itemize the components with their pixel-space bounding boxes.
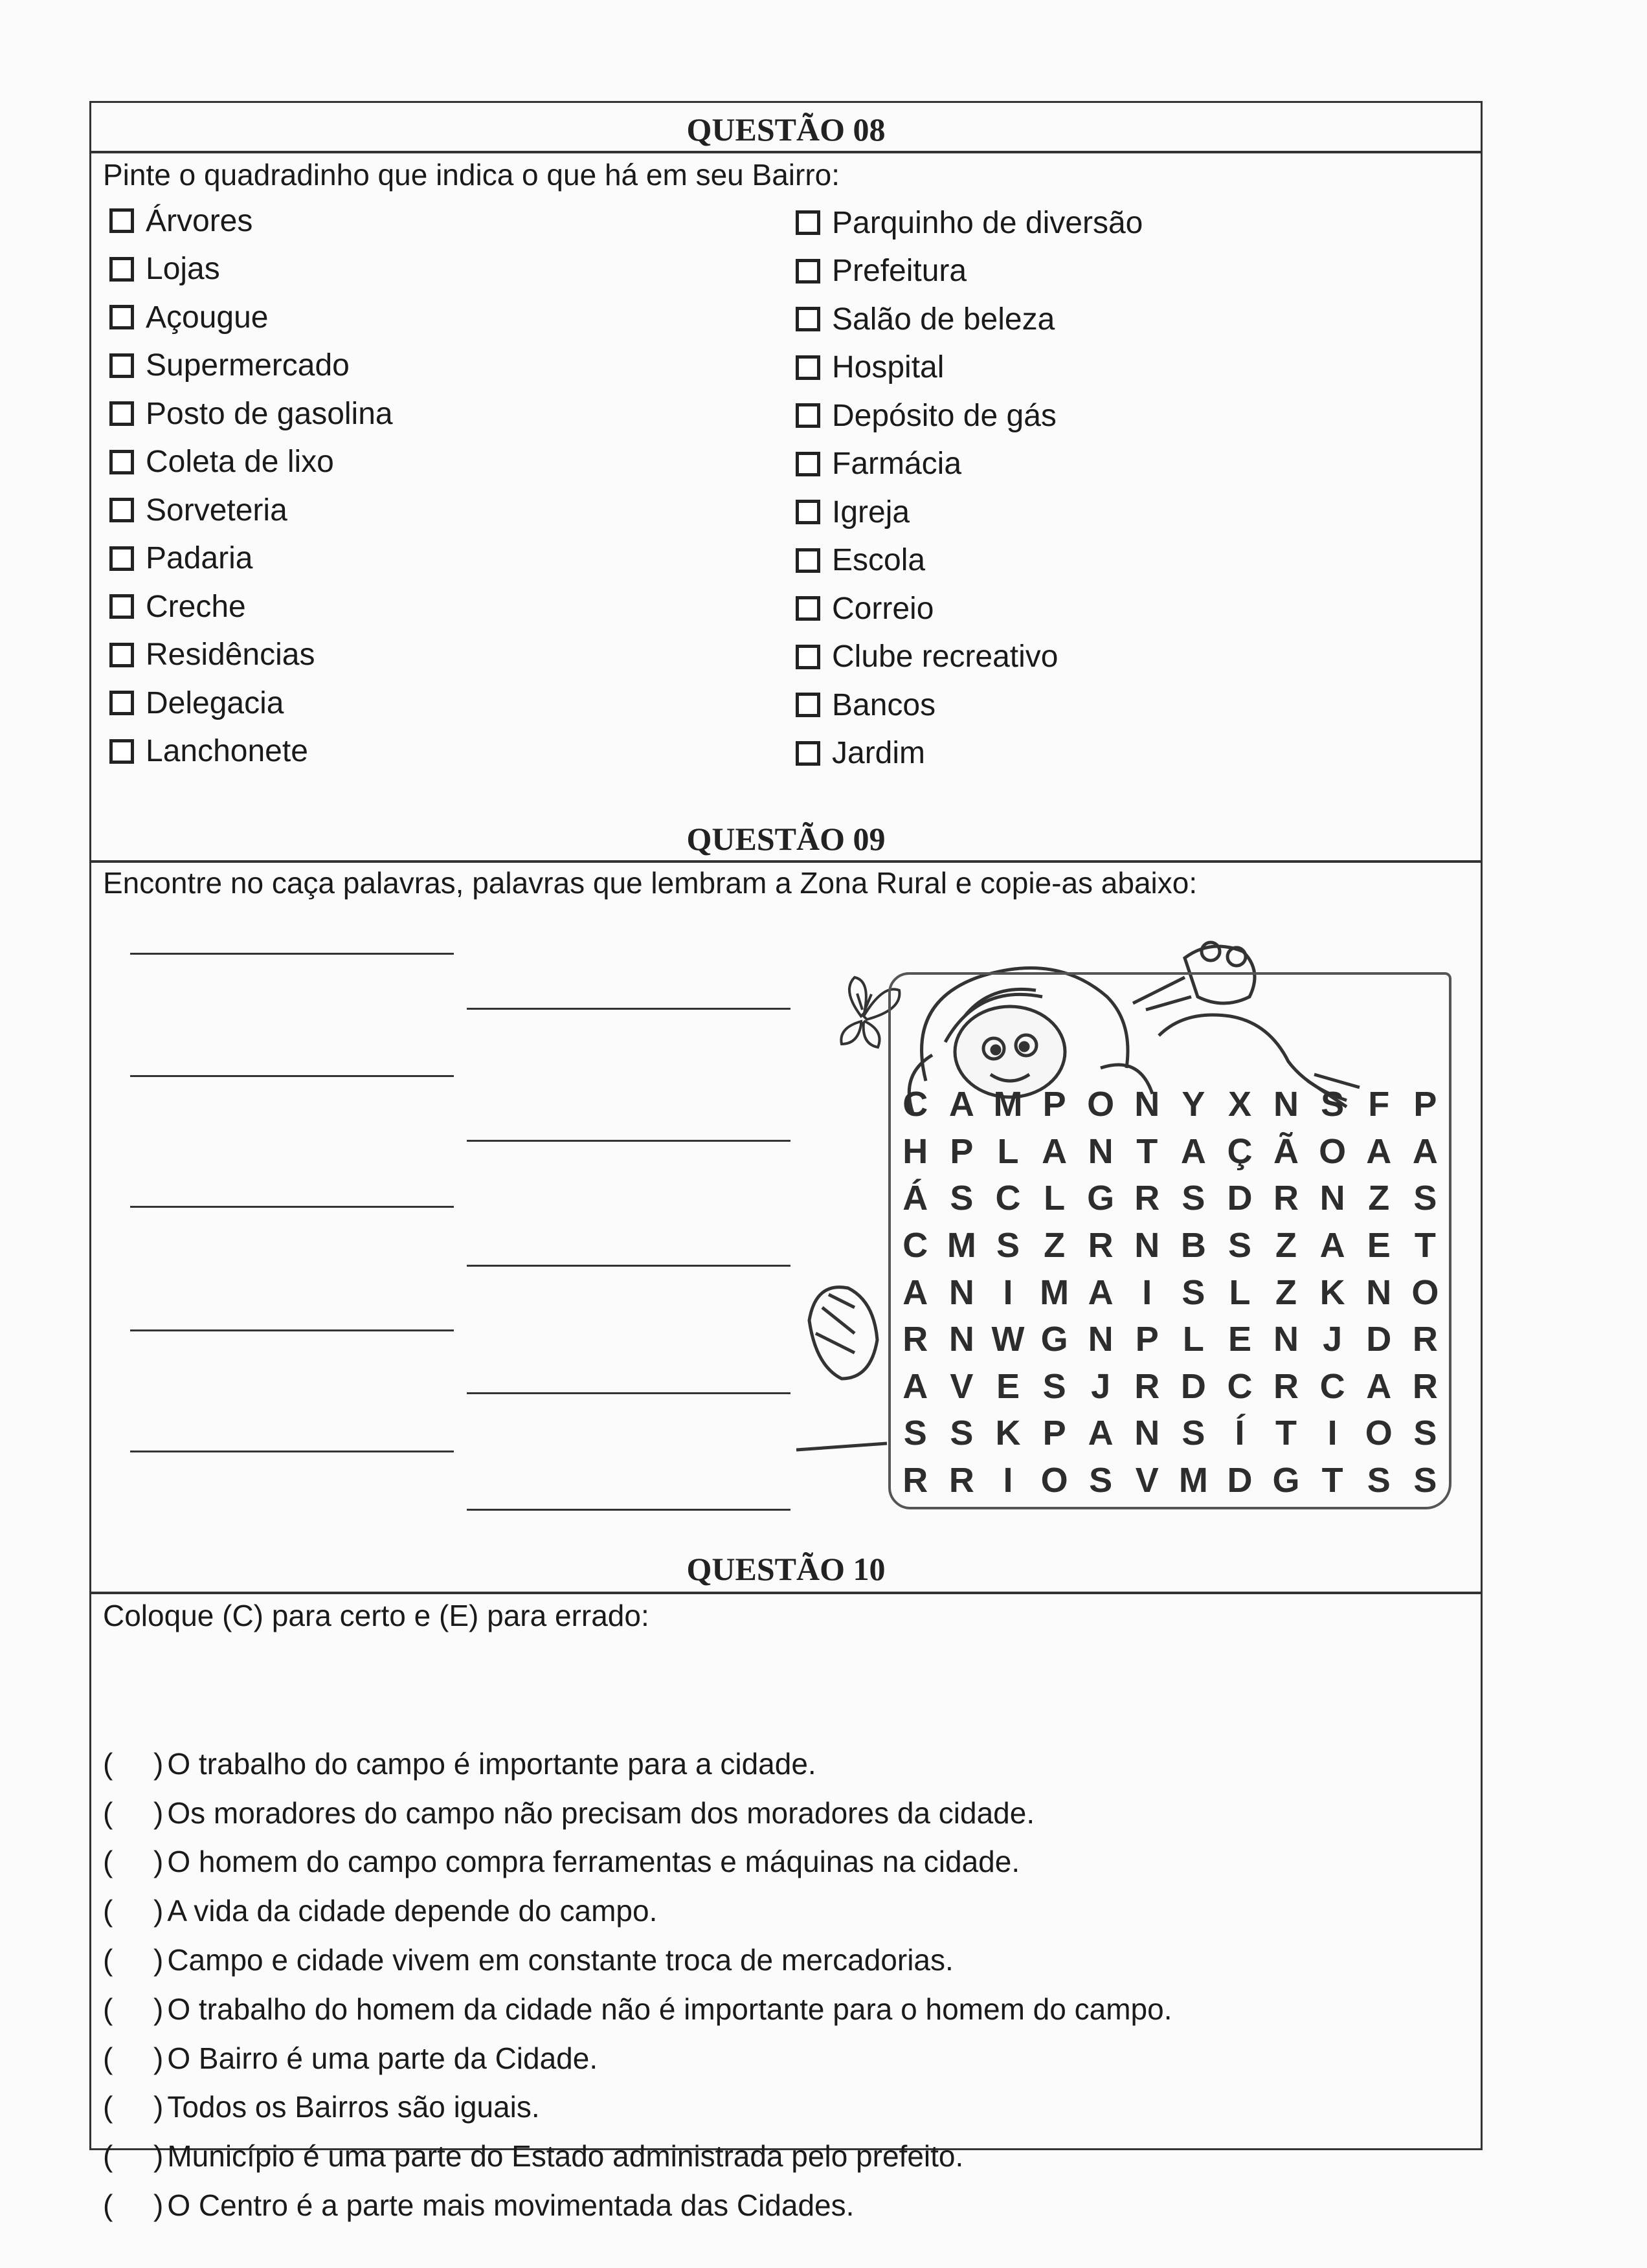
word-search-cell[interactable]: H xyxy=(902,1131,928,1171)
checklist-label: Padaria xyxy=(146,541,253,576)
word-search-cell[interactable]: N xyxy=(948,1320,974,1359)
checklist-label: Salão de beleza xyxy=(832,302,1055,337)
shoe-icon xyxy=(796,1287,887,1450)
word-search-cell[interactable]: V xyxy=(1135,1461,1159,1500)
statement-text: A vida da cidade depende do campo. xyxy=(167,1894,658,1928)
word-search-cell[interactable]: S xyxy=(903,1414,927,1453)
word-search-cell[interactable]: P xyxy=(1413,1085,1437,1124)
word-search-cell[interactable]: N xyxy=(948,1273,974,1312)
word-search-cell[interactable]: L xyxy=(1182,1320,1204,1359)
word-search-cell[interactable]: I xyxy=(1327,1414,1338,1453)
word-search-cell[interactable]: R xyxy=(1134,1366,1160,1406)
checklist-item[interactable] xyxy=(109,679,393,728)
word-search-cell[interactable]: T xyxy=(1321,1461,1343,1500)
checklist-label: Depósito de gás xyxy=(832,398,1057,433)
checkbox[interactable] xyxy=(796,548,820,573)
answer-blank-close: ) xyxy=(153,2090,164,2124)
statement-item xyxy=(103,1838,1172,1887)
answer-line[interactable] xyxy=(467,1509,790,1511)
checklist-item[interactable] xyxy=(109,535,393,583)
word-search-cell[interactable]: N xyxy=(1366,1273,1392,1312)
checklist-item[interactable] xyxy=(796,247,1143,296)
word-search-cell[interactable]: G xyxy=(1272,1461,1300,1500)
answer-blank-open[interactable]: ( xyxy=(103,2041,113,2075)
checklist-label: Delegacia xyxy=(146,685,284,720)
word-search-cell[interactable]: C xyxy=(995,1179,1021,1218)
word-search-cell[interactable]: A xyxy=(948,1085,974,1124)
word-search-cell[interactable]: M xyxy=(1178,1461,1208,1500)
word-search-cell[interactable]: N xyxy=(1134,1226,1160,1265)
answer-blank-close: ) xyxy=(153,1894,164,1928)
checkbox[interactable] xyxy=(796,693,820,717)
checklist-item[interactable] xyxy=(109,293,393,342)
word-search-cell[interactable]: O xyxy=(1040,1461,1068,1500)
word-search-cell[interactable]: R xyxy=(902,1320,928,1359)
statement-text: Campo e cidade vivem em constante troca de mercadorias. xyxy=(167,1943,954,1977)
checklist-item[interactable] xyxy=(796,344,1143,392)
word-search-cell[interactable]: R xyxy=(1088,1226,1114,1265)
answer-blank-open[interactable]: ( xyxy=(103,1943,113,1977)
checkbox[interactable] xyxy=(109,353,134,378)
answer-line[interactable] xyxy=(130,1075,454,1077)
word-search-cell[interactable]: D xyxy=(1227,1461,1253,1500)
checklist-item[interactable] xyxy=(796,440,1143,489)
word-search-cell[interactable]: N xyxy=(1134,1414,1160,1453)
word-search-cell[interactable]: Z xyxy=(1044,1226,1066,1265)
word-search-cell[interactable]: N xyxy=(1273,1085,1299,1124)
word-search-cell[interactable]: M xyxy=(1040,1273,1070,1312)
word-search-cell[interactable]: Z xyxy=(1368,1179,1390,1218)
answer-line[interactable] xyxy=(130,953,454,955)
word-search-cell[interactable]: S xyxy=(1089,1461,1113,1500)
statement-item xyxy=(103,1788,1172,1838)
checkbox[interactable] xyxy=(796,645,820,669)
checklist-item[interactable] xyxy=(796,633,1143,682)
word-search-cell[interactable]: S xyxy=(996,1226,1020,1265)
word-search-cell[interactable]: D xyxy=(1180,1366,1206,1406)
word-search-cell[interactable]: P xyxy=(1042,1414,1066,1453)
word-search-cell[interactable]: X xyxy=(1227,1085,1251,1124)
question-09-prompt: Encontre no caça palavras, palavras que lembram a Zona Rural e copie-as abaixo: xyxy=(103,866,1198,900)
word-search-cell[interactable]: S xyxy=(1413,1179,1437,1218)
statement-item xyxy=(103,2181,1172,2230)
checklist-item[interactable] xyxy=(109,438,393,487)
checkbox[interactable] xyxy=(109,401,134,426)
checklist-item[interactable] xyxy=(796,681,1143,729)
word-search-cell[interactable]: R xyxy=(948,1461,974,1500)
statement-text: O Bairro é uma parte da Cidade. xyxy=(167,2041,598,2075)
checklist-label: Jardim xyxy=(832,736,926,771)
checklist-label: Árvores xyxy=(146,203,253,238)
statement-text: O Centro é a parte mais movimentada das Cidades. xyxy=(167,2188,855,2223)
word-search-cell[interactable]: L xyxy=(997,1131,1019,1171)
word-search-cell[interactable]: T xyxy=(1275,1414,1297,1453)
word-search-cell[interactable]: J xyxy=(1091,1366,1111,1406)
answer-blank-open[interactable]: ( xyxy=(103,1894,113,1928)
word-search-cell[interactable]: S xyxy=(1042,1366,1066,1406)
checklist-item[interactable] xyxy=(796,729,1143,778)
answer-blank-close: ) xyxy=(153,2139,164,2174)
answer-line[interactable] xyxy=(467,1392,790,1394)
word-search-cell[interactable]: R xyxy=(902,1461,928,1500)
checkbox[interactable] xyxy=(796,259,820,284)
true-false-list xyxy=(103,1739,1172,2230)
checkbox[interactable] xyxy=(796,452,820,476)
word-search-cell[interactable]: S xyxy=(1227,1226,1251,1265)
answer-blank-open[interactable]: ( xyxy=(103,2090,113,2124)
checkbox[interactable] xyxy=(796,741,820,766)
word-search-cell[interactable]: A xyxy=(1366,1131,1392,1171)
word-search-cell[interactable]: D xyxy=(1227,1179,1253,1218)
word-search-cell[interactable]: M xyxy=(993,1085,1023,1124)
checkbox[interactable] xyxy=(796,210,820,235)
checklist-item[interactable] xyxy=(796,537,1143,585)
word-search-cell[interactable]: T xyxy=(1414,1226,1436,1265)
word-search-cell[interactable]: N xyxy=(1088,1131,1114,1171)
checklist-right xyxy=(796,199,1143,777)
word-search-cell[interactable]: S xyxy=(1367,1461,1391,1500)
question-10-rule xyxy=(91,1592,1481,1594)
word-search-cell[interactable]: A xyxy=(1042,1131,1068,1171)
checkbox[interactable] xyxy=(109,305,134,329)
checklist-item[interactable] xyxy=(109,631,393,680)
word-search-cell[interactable]: K xyxy=(995,1414,1021,1453)
word-search-cell[interactable]: R xyxy=(1412,1320,1438,1359)
word-search-cell[interactable]: I xyxy=(1003,1461,1013,1500)
checkbox[interactable] xyxy=(109,594,134,619)
word-search-cell[interactable]: G xyxy=(1040,1320,1068,1359)
word-search-cell[interactable]: N xyxy=(1273,1320,1299,1359)
answer-blank-close: ) xyxy=(153,1845,164,1879)
word-search-cell[interactable]: F xyxy=(1368,1085,1390,1124)
question-08-title: QUESTÃO 08 xyxy=(686,111,886,148)
checkbox[interactable] xyxy=(109,739,134,764)
word-search-cell[interactable]: C xyxy=(902,1226,928,1265)
word-search-cell[interactable]: S xyxy=(1182,1273,1205,1312)
word-search-cell[interactable]: S xyxy=(1182,1414,1205,1453)
word-search-cell[interactable]: A xyxy=(1180,1131,1206,1171)
word-search-cell[interactable]: S xyxy=(950,1179,974,1218)
answer-line[interactable] xyxy=(467,1265,790,1267)
checklist-item[interactable] xyxy=(796,295,1143,344)
checklist-item[interactable] xyxy=(796,392,1143,440)
word-search-cell[interactable]: A xyxy=(1366,1366,1392,1406)
word-search-cell[interactable]: C xyxy=(1227,1366,1253,1406)
checkbox[interactable] xyxy=(796,403,820,428)
statement-text: Município é uma parte do Estado administrada pelo prefeito. xyxy=(167,2139,964,2174)
word-search-cell[interactable]: D xyxy=(1366,1320,1392,1359)
checklist-label: Coleta de lixo xyxy=(146,445,334,480)
word-search-cell[interactable]: O xyxy=(1411,1273,1439,1312)
checklist-item[interactable] xyxy=(109,342,393,390)
word-search-cell[interactable]: E xyxy=(996,1366,1020,1406)
checklist-label: Creche xyxy=(146,589,246,624)
word-search-cell[interactable]: A xyxy=(902,1273,928,1312)
word-search-cell[interactable]: L xyxy=(1044,1179,1066,1218)
statement-item xyxy=(103,2083,1172,2132)
statement-text: Os moradores do campo não precisam dos moradores da cidade. xyxy=(167,1796,1035,1830)
checkbox[interactable] xyxy=(109,498,134,522)
checkbox[interactable] xyxy=(109,643,134,667)
word-search-cell[interactable]: N xyxy=(1134,1085,1160,1124)
statement-item xyxy=(103,2034,1172,2083)
question-08-rule xyxy=(91,151,1481,153)
word-search-cell[interactable]: A xyxy=(1412,1131,1438,1171)
word-search-cell[interactable]: P xyxy=(1135,1320,1159,1359)
checklist-label: Bancos xyxy=(832,687,936,722)
answer-blank-close: ) xyxy=(153,1943,164,1977)
word-search-cell[interactable]: S xyxy=(1321,1085,1345,1124)
word-search-cell[interactable]: L xyxy=(1229,1273,1251,1312)
word-search-cell[interactable]: M xyxy=(947,1226,976,1265)
checkbox[interactable] xyxy=(109,546,134,571)
checklist-label: Farmácia xyxy=(832,447,962,482)
answer-blank-close: ) xyxy=(153,2041,164,2075)
word-search-cell[interactable]: I xyxy=(1142,1273,1152,1312)
checklist-item[interactable] xyxy=(109,197,393,245)
checklist-item[interactable] xyxy=(109,583,393,631)
checklist-item[interactable] xyxy=(796,584,1143,633)
word-search-cell[interactable]: R xyxy=(1134,1179,1160,1218)
question-08-prompt: Pinte o quadradinho que indica o que há em seu Bairro: xyxy=(103,158,840,192)
word-search-cell[interactable]: I xyxy=(1003,1273,1013,1312)
checkbox[interactable] xyxy=(109,208,134,233)
word-search-cell[interactable]: C xyxy=(902,1085,928,1124)
word-search-cell[interactable]: K xyxy=(1319,1273,1345,1312)
statement-item xyxy=(103,1935,1172,1984)
word-search-cell[interactable]: Z xyxy=(1275,1226,1297,1265)
word-search-cell[interactable]: J xyxy=(1323,1320,1343,1359)
checklist-label: Clube recreativo xyxy=(832,639,1059,674)
checklist-item[interactable] xyxy=(109,390,393,438)
checklist-item[interactable] xyxy=(109,728,393,776)
checklist-label: Igreja xyxy=(832,495,910,529)
word-search-cell[interactable]: S xyxy=(950,1414,974,1453)
word-search-cell[interactable]: P xyxy=(1042,1085,1066,1124)
word-search-cell[interactable]: S xyxy=(1182,1179,1205,1218)
checklist-item[interactable] xyxy=(109,486,393,535)
checklist-label: Açougue xyxy=(146,300,269,335)
word-search-cell[interactable]: R xyxy=(1412,1366,1438,1406)
checkbox[interactable] xyxy=(796,355,820,380)
answer-line[interactable] xyxy=(130,1451,454,1452)
answer-line[interactable] xyxy=(467,1008,790,1010)
checklist-item[interactable] xyxy=(796,488,1143,537)
answer-line[interactable] xyxy=(130,1206,454,1208)
question-10-prompt: Coloque (C) para certo e (E) para errado: xyxy=(103,1599,649,1632)
answer-blank-open[interactable]: ( xyxy=(103,1746,113,1781)
word-search-cell[interactable]: O xyxy=(1365,1414,1393,1453)
statement-item xyxy=(103,1984,1172,2034)
word-search-cell[interactable]: N xyxy=(1088,1320,1114,1359)
checklist-label: Prefeitura xyxy=(832,254,967,289)
checklist-label: Correio xyxy=(832,591,934,626)
checklist-item[interactable] xyxy=(109,245,393,294)
checklist-left xyxy=(109,197,393,775)
word-search-cell[interactable]: R xyxy=(1273,1179,1299,1218)
word-search-cell[interactable]: O xyxy=(1087,1085,1115,1124)
question-09-rule xyxy=(91,860,1481,863)
checkbox[interactable] xyxy=(796,307,820,331)
word-search-cell[interactable]: V xyxy=(950,1366,974,1406)
word-search-cell[interactable]: Y xyxy=(1182,1085,1205,1124)
statement-text: Todos os Bairros são iguais. xyxy=(167,2090,540,2124)
word-search-cell[interactable]: W xyxy=(991,1320,1025,1359)
checkbox[interactable] xyxy=(796,596,820,621)
word-search-cell[interactable]: S xyxy=(1413,1461,1437,1500)
word-search-cell[interactable]: Í xyxy=(1235,1414,1245,1453)
checkbox[interactable] xyxy=(796,500,820,524)
word-search-cell[interactable]: Z xyxy=(1275,1273,1297,1312)
word-search-cell[interactable]: A xyxy=(1088,1414,1114,1453)
answer-line[interactable] xyxy=(130,1329,454,1331)
word-search-cell[interactable]: A xyxy=(902,1366,928,1406)
checklist-label: Sorveteria xyxy=(146,493,287,528)
checklist-label: Posto de gasolina xyxy=(146,396,393,431)
word-search-cell[interactable]: Á xyxy=(902,1179,928,1218)
answer-line[interactable] xyxy=(467,1140,790,1142)
word-search-cell[interactable]: O xyxy=(1319,1131,1347,1171)
checklist-label: Escola xyxy=(832,543,926,578)
word-search-grid xyxy=(892,1081,1449,1504)
question-09-title: QUESTÃO 09 xyxy=(686,821,886,857)
answer-blank-open[interactable]: ( xyxy=(103,1796,113,1830)
answer-blank-close: ) xyxy=(153,2188,164,2223)
answer-blank-close: ) xyxy=(153,1796,164,1830)
statement-text: O homem do campo compra ferramentas e máquinas na cidade. xyxy=(167,1845,1020,1879)
word-search-cell[interactable]: Ç xyxy=(1227,1131,1253,1171)
word-search-cell[interactable]: E xyxy=(1227,1320,1251,1359)
word-search-cell[interactable]: E xyxy=(1367,1226,1391,1265)
statement-item xyxy=(103,1739,1172,1788)
statement-text: O trabalho do campo é importante para a cidade. xyxy=(167,1746,816,1781)
word-search-cell[interactable]: B xyxy=(1180,1226,1206,1265)
answer-blank-open[interactable]: ( xyxy=(103,2139,113,2174)
statement-item xyxy=(103,1886,1172,1935)
answer-blank-close: ) xyxy=(153,1992,164,2026)
word-search-cell[interactable]: A xyxy=(1088,1273,1114,1312)
statement-item xyxy=(103,2131,1172,2181)
checklist-label: Lojas xyxy=(146,252,220,287)
answer-blank-close: ) xyxy=(153,1746,164,1781)
word-search-cell[interactable]: C xyxy=(1319,1366,1345,1406)
answer-blank-open[interactable]: ( xyxy=(103,2188,113,2223)
word-search-cell[interactable]: R xyxy=(1273,1366,1299,1406)
checklist-label: Hospital xyxy=(832,350,945,385)
word-search-cell[interactable]: N xyxy=(1319,1179,1345,1218)
question-10-title: QUESTÃO 10 xyxy=(686,1551,886,1587)
word-search-cell[interactable]: T xyxy=(1136,1131,1158,1171)
checklist-label: Residências xyxy=(146,638,315,673)
word-search-cell[interactable]: Ã xyxy=(1273,1131,1299,1171)
checklist-label: Supermercado xyxy=(146,348,350,383)
word-search-cell[interactable]: G xyxy=(1087,1179,1115,1218)
checklist-label: Lanchonete xyxy=(146,734,308,769)
answer-blank-open[interactable]: ( xyxy=(103,1992,113,2026)
statement-text: O trabalho do homem da cidade não é importante para o homem do campo. xyxy=(167,1992,1172,2026)
checklist-label: Parquinho de diversão xyxy=(832,205,1143,240)
checkbox[interactable] xyxy=(109,257,134,282)
checklist-item[interactable] xyxy=(796,199,1143,247)
checkbox[interactable] xyxy=(109,691,134,715)
answer-blank-open[interactable]: ( xyxy=(103,1845,113,1879)
word-search-cell[interactable]: S xyxy=(1413,1414,1437,1453)
checkbox[interactable] xyxy=(109,450,134,474)
word-search-cell[interactable]: A xyxy=(1319,1226,1345,1265)
word-search-cell[interactable]: P xyxy=(950,1131,974,1171)
